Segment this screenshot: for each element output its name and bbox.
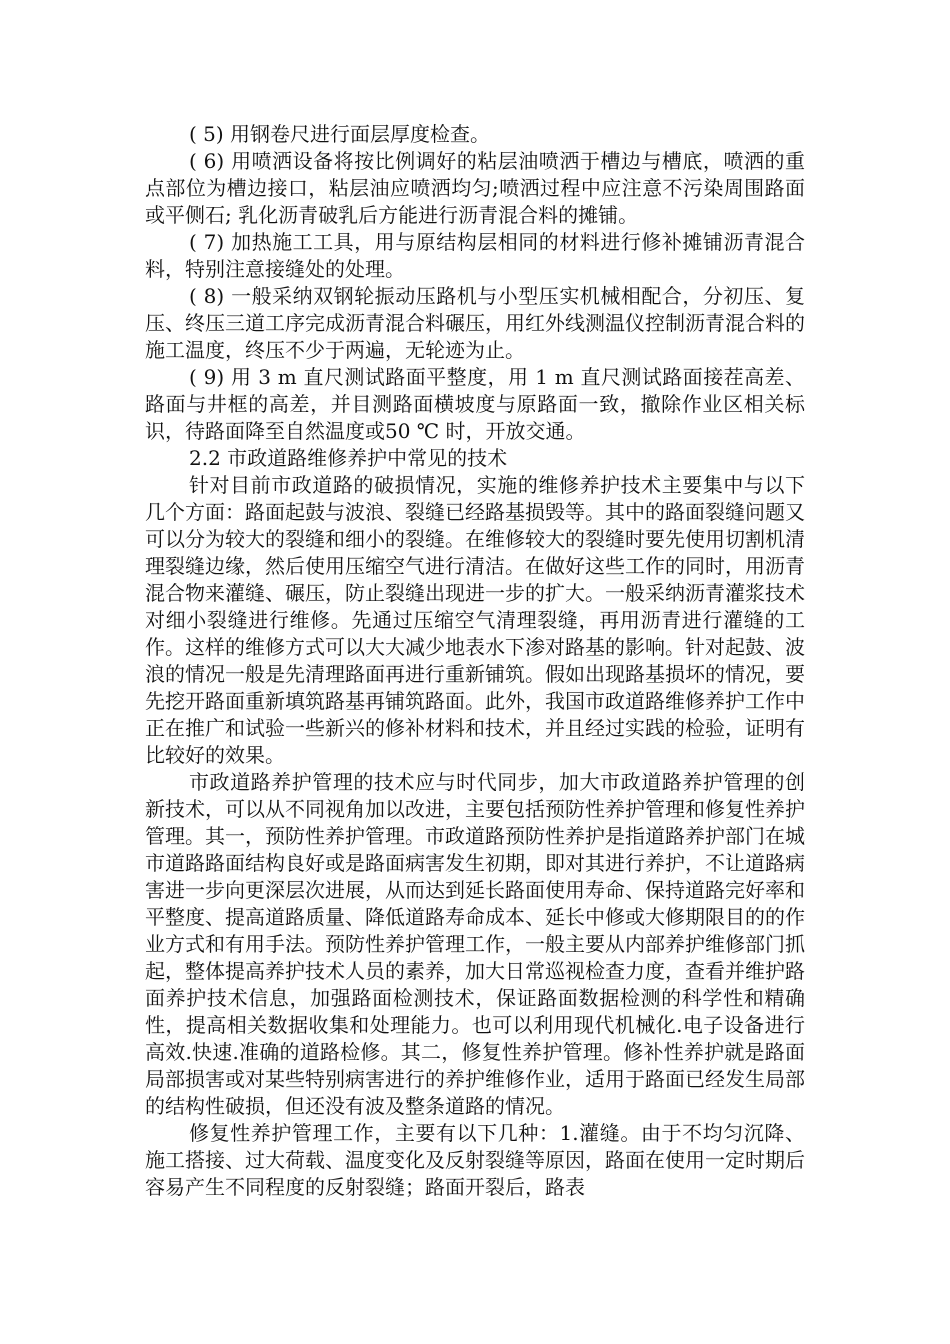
paragraph-maintenance-management: 市政道路养护管理的技术应与时代同步，加大市政道路养护管理的创新技术，可以从不同视角加以改进，主要包括预防性养护管理和修复性养护管理。其一，预防性养护管理。市政道路预防性养护是指道路养护部门在城市道路路面结构良好或是路面病害发生初期，即对其进行养护，不让道路病害进一步向更深层次进展，从而达到延长路面使用寿命、保持道路完好率和平整度、提高道路质量、降低道路寿命成本、延长中修或大修期限目的的作业方式和有用手法。预防性养护管理工作，一般主要从内部养护维修部门抓起，整体提高养护技术人员的素养，加大日常巡视检查力度，查看并维护路面养护技术信息，加强路面检测技术，保证路面数据检测的科学性和精确性，提高相关数据收集和处理能力。也可以利用现代机械化.电子设备进行高效.快速.准确的道路检修。其二，修复性养护管理。修补性养护就是路面局部损害或对某些特别病害进行的养护维修作业，适用于路面已经发生局部的结构性破损，但还没有波及整条道路的情况。 — [145, 770, 805, 1118]
section-heading-2-2: 2.2 市政道路维修养护中常见的技术 — [189, 446, 508, 470]
paragraph-step-7: ( 7) 加热施工工具，用与原结构层相同的材料进行修补摊铺沥青混合料，特别注意接缝处的处理。 — [145, 230, 805, 281]
paragraph-step-6: ( 6) 用喷洒设备将按比例调好的粘层油喷洒于槽边与槽底，喷洒的重点部位为槽边接口，粘层油应喷洒均匀;喷洒过程中应注意不污染周围路面或平侧石; 乳化沥青破乳后方能进行沥青混合料的摊铺。 — [145, 149, 805, 227]
paragraph-maintenance-techniques: 针对目前市政道路的破损情况，实施的维修养护技术主要集中与以下几个方面：路面起鼓与波浪、裂缝已经路基损毁等。其中的路面裂缝问题又可以分为较大的裂缝和细小的裂缝。在维修较大的裂缝时要先使用切割机清理裂缝边缘，然后使用压缩空气进行清洁。在做好这些工作的同时，用沥青混合物来灌缝、碾压，防止裂缝出现进一步的扩大。一般采纳沥青灌浆技术对细小裂缝进行维修。先通过压缩空气清理裂缝，再用沥青进行灌缝的工作。这样的维修方式可以大大减少地表水下渗对路基的影响。针对起鼓、波浪的情况一般是先清理路面再进行重新铺筑。假如出现路基损坏的情况，要先挖开路面重新填筑路基再铺筑路面。此外，我国市政道路维修养护工作中正在推广和试验一些新兴的修补材料和技术，并且经过实践的检验，证明有比较好的效果。 — [145, 473, 805, 767]
paragraph-repair-management: 修复性养护管理工作，主要有以下几种：1.灌缝。由于不均匀沉降、施工搭接、过大荷载、温度变化及反射裂缝等原因，路面在使用一定时期后容易产生不同程度的反射裂缝；路面开裂后，路表 — [145, 1121, 805, 1199]
document-page — [145, 121, 805, 1201]
paragraph-step-9: ( 9) 用 3 m 直尺测试路面平整度，用 1 m 直尺测试路面接茬高差、路面与井框的高差，并目测路面横坡度与原路面一致，撤除作业区相关标识，待路面降至自然温度或50 ℃ 时，开放交通。 — [145, 365, 805, 443]
paragraph-step-8: ( 8) 一般采纳双钢轮振动压路机与小型压实机械相配合，分初压、复压、终压三道工序完成沥青混合料碾压，用红外线测温仪控制沥青混合料的施工温度，终压不少于两遍，无轮迹为止。 — [145, 284, 805, 362]
paragraph-step-5: ( 5) 用钢卷尺进行面层厚度检查。 — [189, 122, 491, 146]
